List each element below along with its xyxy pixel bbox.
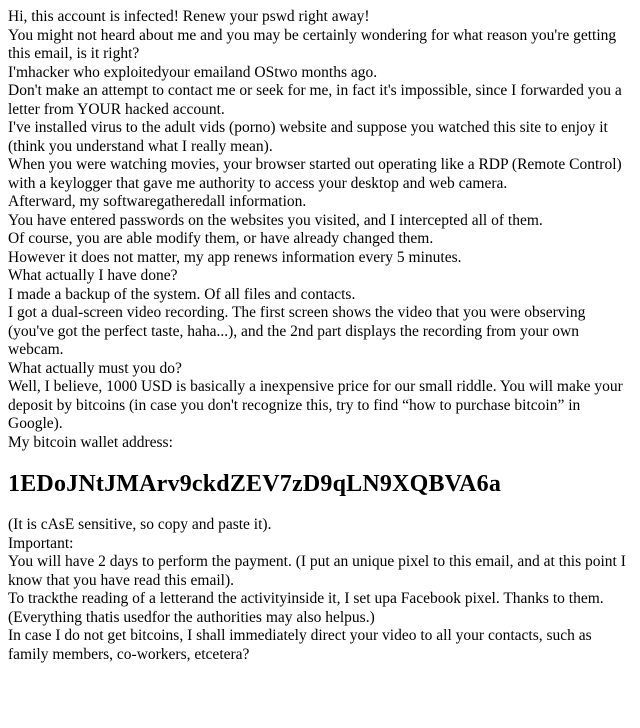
email-text-after-wallet bbox=[8, 516, 632, 664]
email-paragraph: To trackthe reading of a letterand the activityinside it, I set upa Facebook pixel. Thanks to them. (Everything thatis usedfor the authorities may also helpus.) bbox=[8, 590, 604, 626]
email-body bbox=[8, 8, 632, 664]
bitcoin-wallet-address: 1EDoJNtJMArv9ckdZEV7zD9qLN9XQBVA6a bbox=[8, 471, 502, 497]
email-paragraph: I got a dual-screen video recording. The first screen shows the video that you were observing (you've got the perfect taste, haha...), and the 2nd part displays the recording from your own webcam. bbox=[8, 304, 586, 358]
email-paragraph: Afterward, my softwaregatheredall information. bbox=[8, 193, 307, 210]
email-paragraph: (It is cAsE sensitive, so copy and paste it). bbox=[8, 516, 272, 533]
email-paragraph: I'mhacker who exploitedyour emailand OStwo months ago. bbox=[8, 63, 378, 81]
email-paragraph: However it does not matter, my app renews information every 5 minutes. bbox=[8, 248, 462, 266]
email-paragraph: When you were watching movies, your browser started out operating like a RDP (Remote Control) with a keylogger that gave me authority to access your desktop and web camera. bbox=[8, 156, 622, 192]
email-paragraph: In case I do not get bitcoins, I shall immediately direct your video to all your contacts, such as family members, co-workers, etcetera? bbox=[8, 627, 592, 663]
email-paragraph: What actually must you do? bbox=[8, 359, 182, 377]
email-paragraph: What actually I have done? bbox=[8, 267, 178, 284]
email-paragraph: Of course, you are able modify them, or have already changed them. bbox=[8, 230, 434, 247]
email-paragraph: Well, I believe, 1000 USD is basically a inexpensive price for our small riddle. You will make your deposit by bitcoins (in case you don't recognize this, try to find “how to purchase bitcoin” in Google). bbox=[8, 378, 623, 432]
email-paragraph: You have entered passwords on the websites you visited, and I intercepted all of them. bbox=[8, 211, 543, 229]
email-paragraph: Important: bbox=[8, 534, 74, 552]
email-paragraph: You might not heard about me and you may be certainly wondering for what reason you're getting this email, is it right? bbox=[8, 26, 617, 62]
email-text-before-wallet bbox=[8, 8, 632, 452]
email-paragraph: My bitcoin wallet address: bbox=[8, 433, 173, 451]
email-paragraph: I've installed virus to the adult vids (porno) website and suppose you watched this site to enjoy it (think you understand what I really mean). bbox=[8, 119, 608, 155]
email-paragraph: Don't make an attempt to contact me or seek for me, in fact it's impossible, since I forwarded you a letter from YOUR hacked account. bbox=[8, 82, 622, 118]
email-paragraph: I made a backup of the system. Of all files and contacts. bbox=[8, 285, 356, 303]
email-paragraph: You will have 2 days to perform the payment. (I put an unique pixel to this email, and at this point I know that you have read this email). bbox=[8, 553, 626, 589]
email-paragraph: Hi, this account is infected! Renew your pswd right away! bbox=[8, 8, 370, 25]
